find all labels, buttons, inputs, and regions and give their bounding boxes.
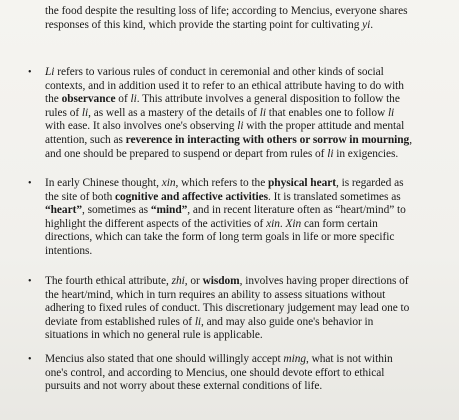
li-line-1: Li refers to various rules of conduct in ceremonial and other kinds of social <box>45 66 384 78</box>
bullet-xin-paragraph <box>45 177 457 259</box>
bullet-marker-li: • <box>28 67 32 78</box>
xin-line-4: highlight the different aspects of the activities of xin. Xin can form certain <box>45 217 378 230</box>
bullet-li-paragraph <box>45 66 457 161</box>
li-line-7: and one should be prepared to suspend or depart from rules of li in exigencies. <box>45 147 399 160</box>
xin-line-1: In early Chinese thought, xin, which refers to the physical heart, is regarded as <box>45 177 404 189</box>
zhi-line-4: deviate from established rules of li, and may also guide one's behavior in <box>45 315 374 328</box>
li-line-4: rules of li, as well as a mastery of the details of li that enables one to follow li <box>45 106 395 119</box>
ming-line-2: one's control, and according to Mencius, one should devote effort to ethical <box>45 366 385 379</box>
bullet-marker-ming: • <box>28 354 32 365</box>
zhi-line-1: The fourth ethical attribute, zhi, or wisdom, involves having proper directions of <box>45 275 409 287</box>
xin-line-5: directions, which can take the form of long term goals in life or more specific <box>45 231 395 244</box>
li-line-5: with ease. It also involves one's observing li with the proper attitude and mental <box>45 120 405 133</box>
intro-line-1: the food despite the resulting loss of life; according to Mencius, everyone shares <box>45 5 408 17</box>
xin-line-6: intentions. <box>45 244 93 257</box>
intro-line-2: responses of this kind, which provide the starting point for cultivating yi. <box>45 18 374 31</box>
ming-line-3: pursuits and not worry about these external conditions of life. <box>45 380 323 393</box>
xin-line-2: the site of both cognitive and affective activities. It is translated sometimes as <box>45 190 401 203</box>
bullet-ming-paragraph <box>45 353 457 394</box>
xin-line-3: “heart”, sometimes as “mind”, and in recent literature often as “heart/mind” to <box>45 204 406 217</box>
bullet-marker-zhi: • <box>28 276 32 287</box>
bullet-marker-xin: • <box>28 178 32 189</box>
intro-paragraph <box>45 5 455 32</box>
li-line-6: attention, such as reverence in interacting with others or sorrow in mourning, <box>45 133 413 146</box>
zhi-line-2: the heart/mind, which in turn requires an ability to assess situations without <box>45 288 386 301</box>
ming-line-1: Mencius also stated that one should willingly accept ming, what is not within <box>45 353 393 365</box>
li-line-2: contexts, and in addition used it to refer to an ethical attribute having to do with <box>45 79 404 92</box>
bullet-zhi-paragraph <box>45 275 457 343</box>
show-through-text <box>250 258 253 270</box>
zhi-line-3: adhering to fixed rules of conduct. This discretionary judgement may lead one to <box>45 302 410 315</box>
li-line-3: the observance of li. This attribute involves a general disposition to follow the <box>45 93 400 106</box>
zhi-line-5: situations in which no general rule is applicable. <box>45 329 263 342</box>
